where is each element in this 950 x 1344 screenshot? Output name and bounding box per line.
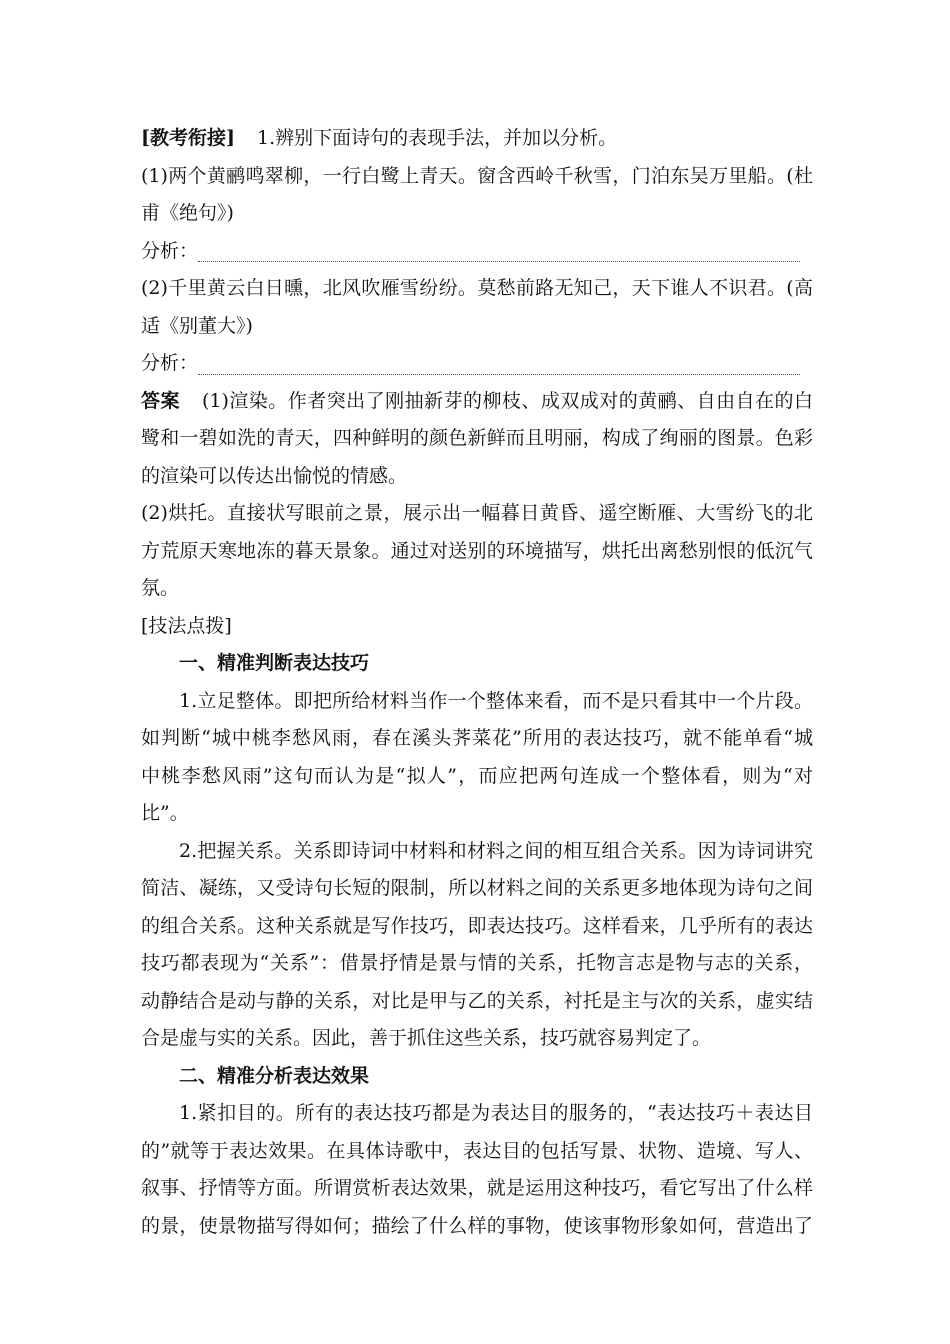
answer-label: 答案 <box>141 389 180 412</box>
paragraph-2-line-6: 合是虚与实的关系。因此，善于抓住这些关系，技巧就容易判定了。 <box>141 1027 712 1049</box>
paragraph-2-line-4: 技巧都表现为“关系”：借景抒情是景与情的关系，托物言志是物与志的关系， <box>141 952 813 974</box>
analysis-label: 分析： <box>141 239 199 262</box>
exercise-tag: [教考衔接] <box>141 127 235 149</box>
analysis-blank-2[interactable] <box>141 345 813 383</box>
question-1-line-1: (1)两个黄鹂鸣翠柳，一行白鹭上青天。窗含西岭千秋雪，门泊东吴万里船。(杜 <box>141 164 813 187</box>
section-heading-1: 一、精准判断表达技巧 <box>179 652 370 674</box>
answer-2-line-1: (2)烘托。直接状写眼前之景，展示出一幅暮日黄昏、遥空断雁、大雪纷飞的北 <box>141 502 813 524</box>
paragraph-1-line-4: 比”。 <box>141 802 189 824</box>
question-2-line-1: (2)千里黄云白日曛，北风吹雁雪纷纷。莫愁前路无知己，天下谁人不识君。(高 <box>141 277 813 299</box>
paragraph-3-line-1: 1.紧扣目的。所有的表达技巧都是为表达目的服务的，“表达技巧＋表达目 <box>179 1102 813 1124</box>
paragraph-1-line-2: 如判断“城中桃李愁风雨，春在溪头荠菜花”所用的表达技巧，就不能单看“城 <box>141 727 813 749</box>
question-1-line-2: 甫《绝句》) <box>141 202 234 224</box>
paragraph-3-line-2: 的”就等于表达效果。在具体诗歌中，表达目的包括写景、状物、造境、写人、 <box>141 1139 813 1162</box>
answer-1-line-3: 的渲染可以传达出愉悦的情感。 <box>141 464 408 487</box>
section-heading-2: 二、精准分析表达效果 <box>179 1064 370 1087</box>
question-2-line-2: 适《别董大》) <box>141 314 253 337</box>
answer-underline <box>198 352 800 375</box>
exercise-prompt: 1.辨别下面诗句的表现手法，并加以分析。 <box>256 127 618 149</box>
answer-2-line-3: 氛。 <box>141 577 180 599</box>
answer-1-text: (1)渲染。作者突出了刚抽新芽的柳枝、成双成对的黄鹂、自由自在的白 <box>201 389 813 412</box>
exercise-prompt-line <box>141 120 813 158</box>
analysis-blank-1[interactable] <box>141 233 813 271</box>
answer-underline <box>198 239 800 262</box>
document-page <box>141 120 813 1245</box>
paragraph-3-line-3: 叙事、抒情等方面。所谓赏析表达效果，就是运用这种技巧，看它写出了什么样 <box>141 1177 813 1199</box>
answer-1-line-1 <box>141 383 813 421</box>
paragraph-2-line-2: 简洁、凝练，又受诗句长短的限制，所以材料之间的关系更多地体现为诗句之间 <box>141 877 813 899</box>
paragraph-1-line-3: 中桃李愁风雨”这句而认为是“拟人”，而应把两句连成一个整体看，则为“对 <box>141 764 813 787</box>
paragraph-2-line-1: 2.把握关系。关系即诗词中材料和材料之间的相互组合关系。因为诗词讲究 <box>179 839 813 862</box>
paragraph-1-line-1: 1.立足整体。即把所给材料当作一个整体来看，而不是只看其中一个片段。 <box>179 689 813 712</box>
paragraph-2-line-5: 动静结合是动与静的关系，对比是甲与乙的关系，衬托是主与次的关系，虚实结 <box>141 989 813 1012</box>
analysis-label: 分析： <box>141 352 199 374</box>
answer-2-line-2: 方荒原天寒地冻的暮天景象。通过对送别的环境描写，烘托出离愁别恨的低沉气 <box>141 539 813 562</box>
answer-1-line-2: 鹭和一碧如洗的青天，四种鲜明的颜色新鲜而且明丽，构成了绚丽的图景。色彩 <box>141 427 813 449</box>
tips-tag: [技法点拨] <box>141 614 232 637</box>
paragraph-3-line-4: 的景，使景物描写得如何；描绘了什么样的事物，使该事物形象如何，营造出了 <box>141 1214 813 1237</box>
paragraph-2-line-3: 的组合关系。这种关系就是写作技巧，即表达技巧。这样看来，几乎所有的表达 <box>141 914 813 937</box>
